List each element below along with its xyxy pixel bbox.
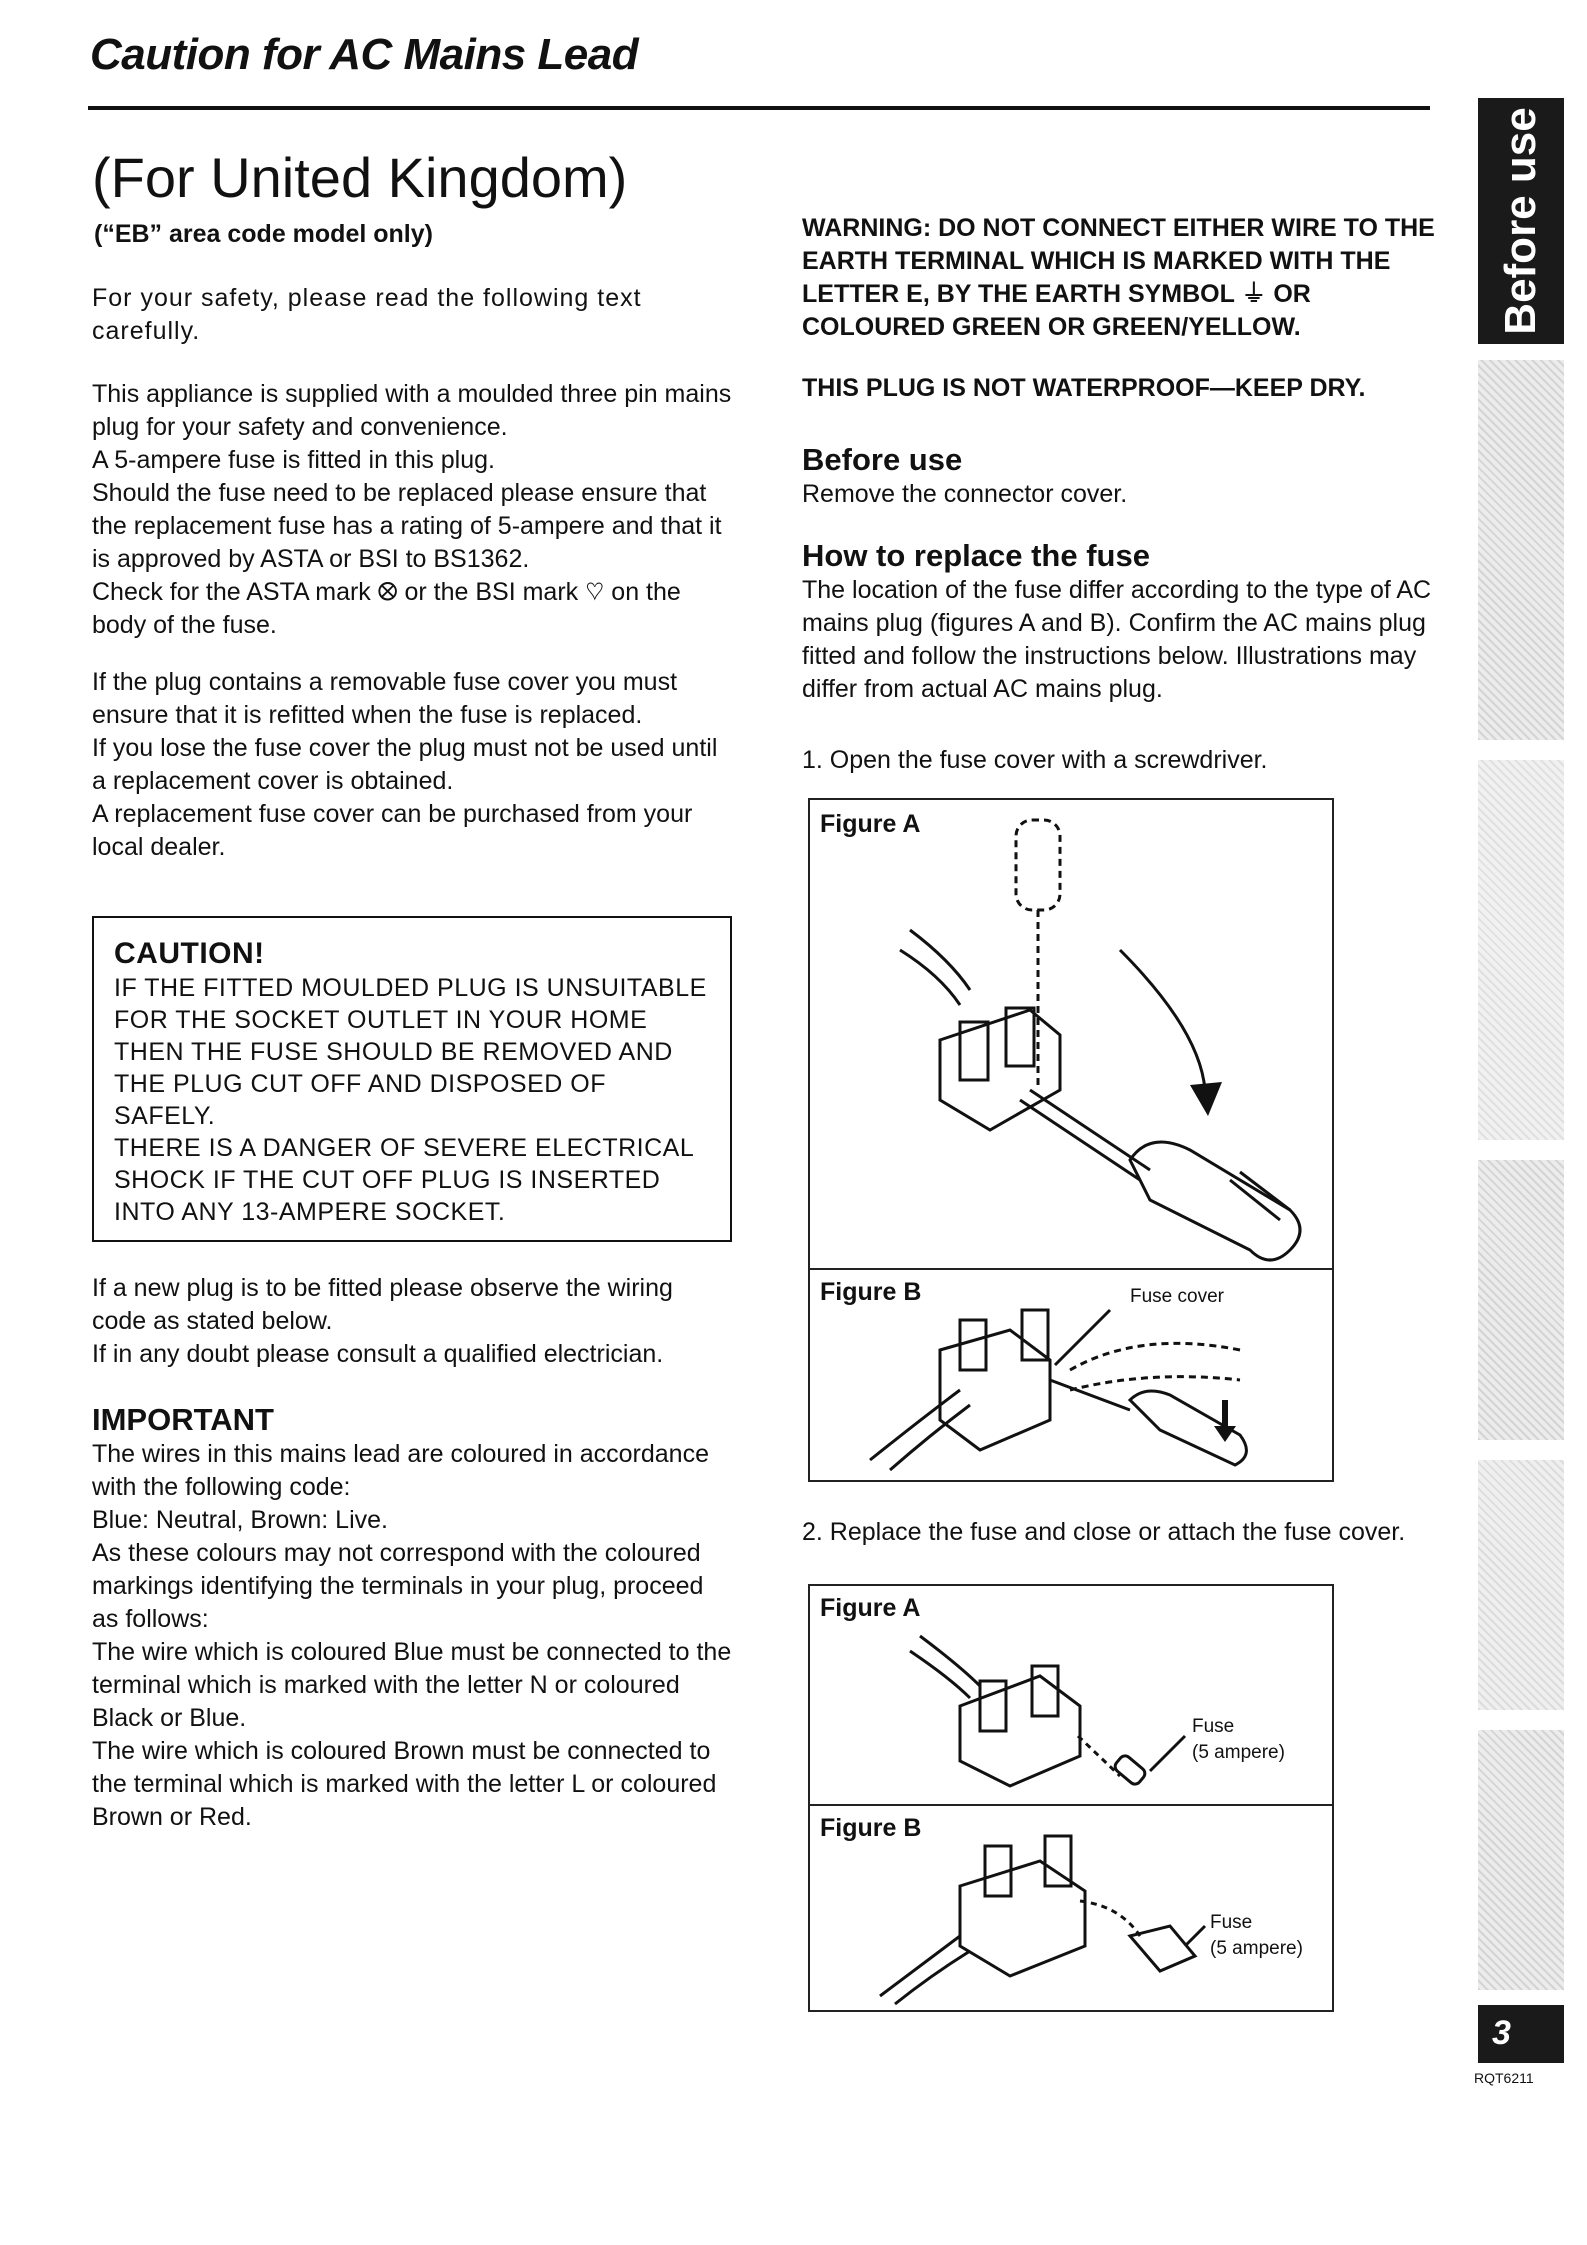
side-strip — [1478, 1460, 1564, 1710]
figure-a-label: Figure A — [820, 810, 921, 838]
figure-a-fuse-illustration — [810, 1586, 1332, 1804]
important-line: Blue: Neutral, Brown: Live. — [92, 1506, 388, 1534]
caution-text: IF THE FITTED MOULDED PLUG IS UNSUITABLE FOR THE SOCKET OUTLET IN YOUR HOME THEN THE FUSE SHOULD BE REMOVED AND THE PLUG CUT OFF AND DISPOSED OF SAFELY. — [114, 974, 707, 1130]
page-title: Caution for AC Mains Lead — [90, 30, 639, 79]
important-title: IMPORTANT — [92, 1402, 274, 1437]
before-use-text: Remove the connector cover. — [802, 480, 1128, 508]
safety-intro — [92, 282, 732, 348]
para3-line: If in any doubt please consult a qualified electrician. — [92, 1340, 664, 1368]
para1-line: Check for the ASTA mark ⭙ or the BSI mark ♡ on the body of the fuse. — [92, 578, 681, 639]
fuse-cover-label: Fuse cover — [1130, 1286, 1224, 1307]
caution-box — [92, 916, 732, 1242]
step-2: 2. Replace the fuse and close or attach the fuse cover. — [802, 1518, 1406, 1546]
figure-b-label: Figure B — [820, 1278, 922, 1306]
para2-line: If you lose the fuse cover the plug must not be used until a replacement cover is obtained. — [92, 734, 718, 795]
replace-fuse-title: How to replace the fuse — [802, 538, 1150, 573]
figure-b-label: Figure B — [820, 1814, 922, 1842]
side-strip — [1478, 760, 1564, 1140]
caution-text: THERE IS A DANGER OF SEVERE ELECTRICAL SHOCK IF THE CUT OFF PLUG IS INSERTED INTO ANY 13-AMPERE SOCKET. — [114, 1134, 694, 1226]
para1-line: Should the fuse need to be replaced please ensure that the replacement fuse has a rating of 5-ampere and that it is approved by ASTA or BSI to BS1362. — [92, 479, 722, 573]
important-line: As these colours may not correspond with the coloured markings identifying the terminals in your plug, proceed as follows: — [92, 1539, 704, 1633]
figure-b-open-illustration — [810, 1270, 1332, 1480]
before-use-title: Before use — [802, 442, 963, 477]
fuse-info-paragraph — [92, 378, 732, 642]
section-tab — [1478, 98, 1564, 344]
side-strip — [1478, 360, 1564, 740]
side-strip — [1478, 1160, 1564, 1440]
new-plug-paragraph — [92, 1272, 732, 1371]
before-use-section — [802, 442, 1442, 511]
fuse-cover-paragraph — [92, 666, 732, 864]
fuse-label: Fuse — [1192, 1716, 1235, 1737]
para2-line: A replacement fuse cover can be purchased from your local dealer. — [92, 800, 693, 861]
side-strip — [1478, 1730, 1564, 1990]
figure-a-open-illustration — [810, 800, 1332, 1268]
section-tab-label: Before use — [1496, 107, 1545, 335]
important-line: The wire which is coloured Blue must be connected to the terminal which is marked with the letter N or coloured Black or Blue. — [92, 1638, 732, 1732]
para2-line: If the plug contains a removable fuse cover you must ensure that it is refitted when the fuse is replaced. — [92, 668, 678, 729]
step-1: 1. Open the fuse cover with a screwdriver. — [802, 746, 1268, 774]
figure-box-replace-fuse — [808, 1584, 1334, 2012]
figure-a-label: Figure A — [820, 1594, 921, 1622]
page-number — [1478, 2005, 1564, 2063]
earth-warning: WARNING: DO NOT CONNECT EITHER WIRE TO THE EARTH TERMINAL WHICH IS MARKED WITH THE LETTER E, BY THE EARTH SYMBOL ⏚ OR COLOURED GREEN OR GREEN/YELLOW. — [802, 214, 1435, 341]
document-id: RQT6211 — [1474, 2070, 1534, 2086]
replace-fuse-section — [802, 538, 1442, 706]
important-line: The wires in this mains lead are coloured in accordance with the following code: — [92, 1440, 709, 1501]
caution-title: CAUTION! — [114, 937, 265, 970]
figure-box-open-cover — [808, 798, 1334, 1482]
para3-line: If a new plug is to be fitted please observe the wiring code as stated below. — [92, 1274, 673, 1335]
intro-text: For your safety, please read the following text carefully. — [92, 284, 642, 345]
waterproof-warning: THIS PLUG IS NOT WATERPROOF—KEEP DRY. — [802, 374, 1366, 402]
para1-line: This appliance is supplied with a moulded three pin mains plug for your safety and convenience. — [92, 380, 732, 441]
page-number-text: 3 — [1492, 2014, 1511, 2052]
subtitle: (For United Kingdom) — [92, 146, 628, 209]
fuse-rating-label: (5 ampere) — [1192, 1742, 1285, 1763]
fuse-rating-label: (5 ampere) — [1210, 1938, 1303, 1959]
area-note: (“EB” area code model only) — [94, 220, 433, 248]
important-line: The wire which is coloured Brown must be connected to the terminal which is marked with the letter L or coloured Brown or Red. — [92, 1737, 717, 1831]
figure-b-fuse-illustration — [810, 1806, 1332, 2010]
para1-line: A 5-ampere fuse is fitted in this plug. — [92, 446, 495, 474]
fuse-label: Fuse — [1210, 1912, 1253, 1933]
replace-fuse-text: The location of the fuse differ according to the type of AC mains plug (figures A and B). Confirm the AC mains plug fitted and follow the instructions below. Illustrations may differ from actual AC mains plug. — [802, 576, 1432, 703]
title-rule — [88, 106, 1430, 110]
important-section — [92, 1402, 732, 1834]
